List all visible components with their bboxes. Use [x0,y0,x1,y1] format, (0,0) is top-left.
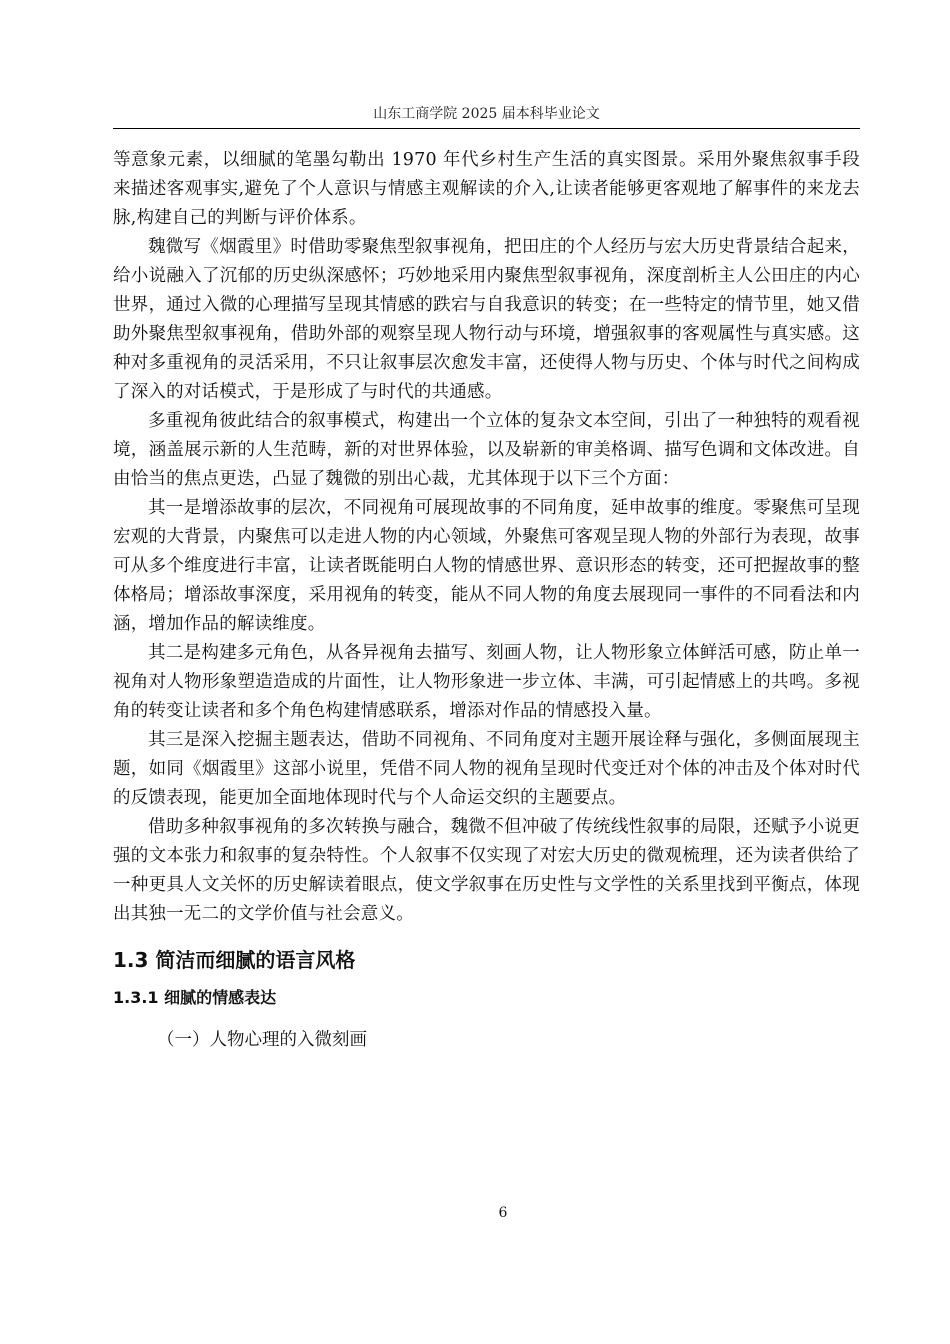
paragraph: 借助多种叙事视角的多次转换与融合，魏微不但冲破了传统线性叙事的局限，还赋予小说更强的文本张力和叙事的复杂特性。个人叙事不仅实现了对宏大历史的微观梳理，还为读者供给了一种更具人文关怀的历史解读着眼点，使文学叙事在历史性与文学性的关系里找到平衡点，体现出其独一无二的文学价值与社会意义。 [113,817,860,924]
paragraph: 其一是增添故事的层次，不同视角可展现故事的不同角度，延申故事的维度。零聚焦可呈现宏观的大背景，内聚焦可以走进人物的内心领域，外聚焦可客观呈现人物的外部行为表现，故事可从多个维度进行丰富，让读者既能明白人物的情感世界、意识形态的转变，还可把握故事的整体格局；增添故事深度，采用视角的转变，能从不同人物的角度去展现同一事件的不同看法和内涵，增加作品的解读维度。 [113,498,860,634]
subsection-heading: 1.3.1 细腻的情感表达 [113,988,277,1007]
header-divider [113,128,860,129]
page-number: 6 [498,1205,508,1221]
paragraph-continued: 等意象元素，以细腻的笔墨勾勒出 1970 年代乡村生产生活的真实图景。采用外聚焦叙事手段来描述客观事实,避免了个人意识与情感主观解读的介入,让读者能够更客观地了解事件的来龙去脉,构建自己的判断与评价体系。 [113,150,860,228]
running-header: 山东工商学院 2025 届本科毕业论文 [373,106,600,122]
paragraph: 其二是构建多元角色，从各异视角去描写、刻画人物，让人物形象立体鲜活可感，防止单一视角对人物形象塑造造成的片面性，让人物形象进一步立体、丰满，可引起情感上的共鸣。多视角的转变让读者和多个角色构建情感联系，增添对作品的情感投入量。 [113,643,860,721]
body-text [113,146,860,1055]
subsubsection-heading: （一）人物心理的入微刻画 [157,1030,367,1050]
section-heading: 1.3 简洁而细腻的语言风格 [113,948,356,972]
paragraph: 多重视角彼此结合的叙事模式，构建出一个立体的复杂文本空间，引出了一种独特的观看视境，涵盖展示新的人生范畴，新的对世界体验，以及崭新的审美格调、描写色调和文体改进。自由恰当的焦点更迭，凸显了魏微的别出心裁，尤其体现于以下三个方面： [113,411,860,489]
paragraph: 魏微写《烟霞里》时借助零聚焦型叙事视角，把田庄的个人经历与宏大历史背景结合起来，给小说融入了沉郁的历史纵深感怀；巧妙地采用内聚焦型叙事视角，深度剖析主人公田庄的内心世界，通过入微的心理描写呈现其情感的跌宕与自我意识的转变；在一些特定的情节里，她又借助外聚焦型叙事视角，借助外部的观察呈现人物行动与环境，增强叙事的客观属性与真实感。这种对多重视角的灵活采用，不只让叙事层次愈发丰富，还使得人物与历史、个体与时代之间构成了深入的对话模式，于是形成了与时代的共通感。 [113,237,860,402]
paragraph: 其三是深入挖掘主题表达，借助不同视角、不同角度对主题开展诠释与强化，多侧面展现主题，如同《烟霞里》这部小说里，凭借不同人物的视角呈现时代变迁对个体的冲击及个体对时代的反馈表现，能更加全面地体现时代与个人命运交织的主题要点。 [113,730,860,808]
